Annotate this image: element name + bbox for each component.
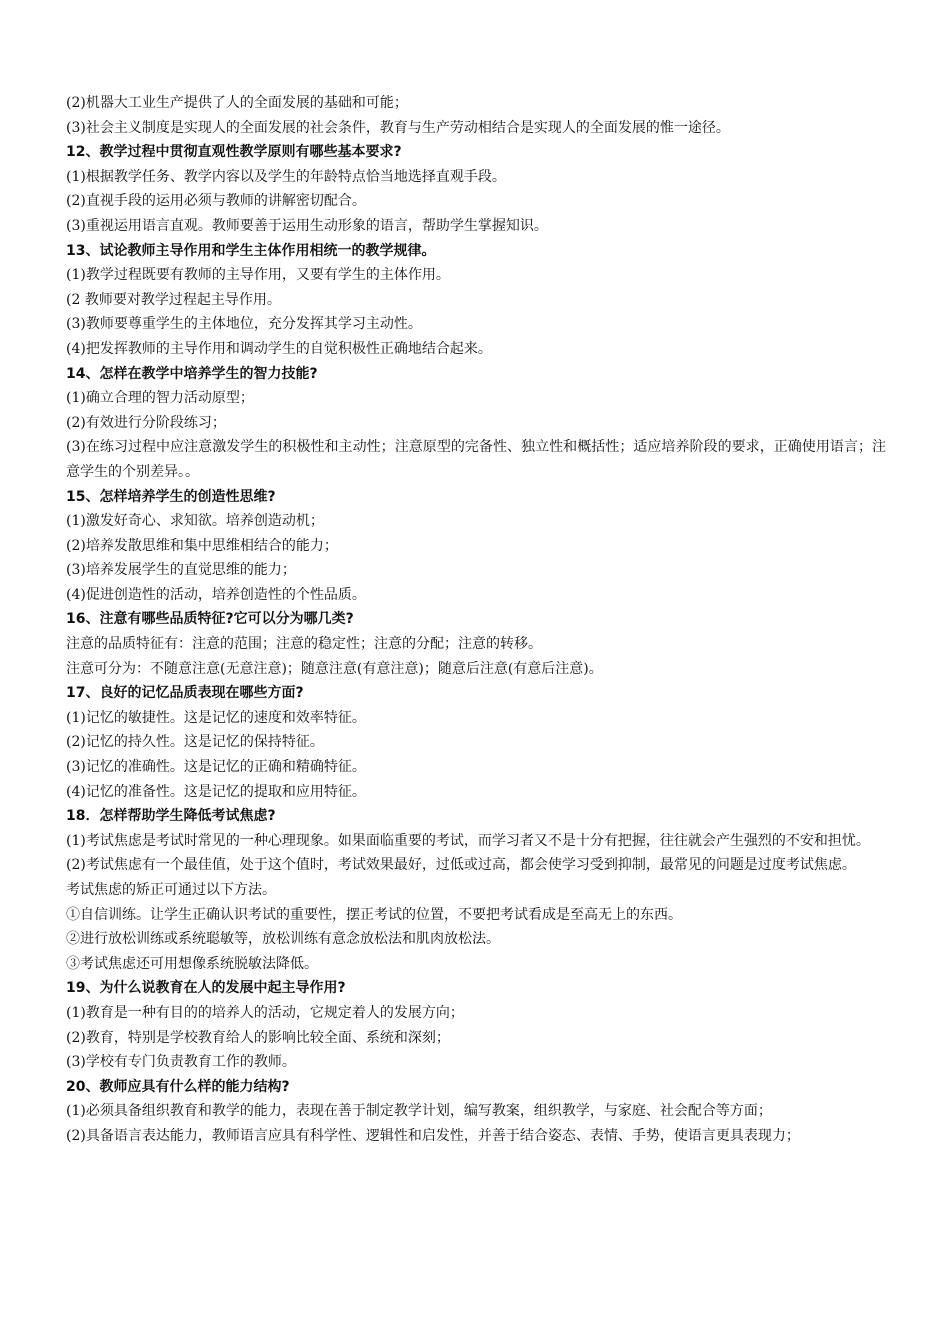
- answer-line: (3)培养发展学生的直觉思维的能力；: [66, 562, 296, 579]
- question-heading: 20、教师应具有什么样的能力结构?: [66, 1078, 290, 1095]
- question-heading: 12、教学过程中贯彻直观性教学原则有哪些基本要求?: [66, 144, 402, 161]
- answer-line: (1)根据教学任务、教学内容以及学生的年龄特点恰当地选择直观手段。: [66, 168, 506, 185]
- question-heading: 19、为什么说教育在人的发展中起主导作用?: [66, 980, 346, 997]
- answer-line: (4)把发挥教师的主导作用和调动学生的自觉积极性正确地结合起来。: [66, 340, 492, 357]
- answer-line: (4)促进创造性的活动，培养创造性的个性品质。: [66, 586, 366, 603]
- answer-line: (1)记忆的敏捷性。这是记忆的速度和效率特征。: [66, 709, 366, 726]
- answer-line: (2)有效进行分阶段练习；: [66, 414, 226, 431]
- answer-line: (3)学校有专门负责教育工作的教师。: [66, 1054, 296, 1071]
- question-heading: 17、良好的记忆品质表现在哪些方面?: [66, 685, 304, 702]
- answer-line: (2)机器大工业生产提供了人的全面发展的基础和可能；: [66, 95, 408, 111]
- answer-line: (1)教育是一种有目的的培养人的活动，它规定着人的发展方向；: [66, 1004, 464, 1021]
- answer-line: (2)教育，特别是学校教育给人的影响比较全面、系统和深刻；: [66, 1029, 450, 1046]
- answer-line: 注意可分为：不随意注意(无意注意)；随意注意(有意注意)；随意后注意(有意后注意)。: [66, 660, 603, 677]
- answer-line: (3)记忆的准确性。这是记忆的正确和精确特征。: [66, 759, 366, 776]
- answer-line: (4)记忆的准备性。这是记忆的提取和应用特征。: [66, 783, 366, 800]
- answer-line: (2)记忆的持久性。这是记忆的保持特征。: [66, 734, 324, 751]
- answer-line: 考试焦虑的矫正可通过以下方法。: [66, 882, 276, 898]
- answer-line: ①自信训练。让学生正确认识考试的重要性，摆正考试的位置，不要把考试看成是至高无上的东西。: [66, 906, 682, 923]
- answer-line: (1)确立合理的智力活动原型；: [66, 390, 254, 407]
- answer-line: 注意的品质特征有：注意的范围；注意的稳定性；注意的分配；注意的转移。: [66, 636, 542, 653]
- answer-line: (2)考试焦虑有一个最佳值，处于这个值时，考试效果最好，过低或过高，都会使学习受到抑制，最常见的问题是过度考试焦虑。: [66, 857, 856, 874]
- question-heading: 15、怎样培养学生的创造性思维?: [66, 488, 276, 505]
- answer-line: (3)重视运用语言直观。教师要善于运用生动形象的语言，帮助学生掌握知识。: [66, 217, 548, 234]
- answer-line: (2)具备语言表达能力，教师语言应具有科学性、逻辑性和启发性，并善于结合姿态、表情、手势，使语言更具表现力；: [66, 1127, 800, 1144]
- document-page: [66, 91, 886, 1149]
- answer-line: (1)必须具备组织教育和教学的能力，表现在善于制定教学计划，编写教案，组织教学，与家庭、社会配合等方面；: [66, 1103, 772, 1120]
- answer-line: (1)教学过程既要有教师的主导作用，又要有学生的主体作用。: [66, 267, 450, 284]
- answer-line: (3)在练习过程中应注意激发学生的积极性和主动性；注意原型的完备性、独立性和概括性；适应培养阶段的要求，正确使用语言；注意学生的个别差异。。: [66, 439, 886, 480]
- answer-line: (1)激发好奇心、求知欲。培养创造动机；: [66, 513, 324, 530]
- answer-line: ②进行放松训练或系统聪敏等，放松训练有意念放松法和肌肉放松法。: [66, 931, 500, 948]
- question-heading: 18．怎样帮助学生降低考试焦虑?: [66, 808, 276, 825]
- question-heading: 13、试论教师主导作用和学生主体作用相统一的教学规律。: [66, 242, 436, 259]
- answer-line: (2)直视手段的运用必须与教师的讲解密切配合。: [66, 193, 366, 210]
- answer-line: ③考试焦虑还可用想像系统脱敏法降低。: [66, 955, 318, 972]
- answer-line: (1)考试焦虑是考试时常见的一种心理现象。如果面临重要的考试，而学习者又不是十分有把握，往往就会产生强烈的不安和担忧。: [66, 832, 870, 849]
- question-heading: 16、注意有哪些品质特征?它可以分为哪几类?: [66, 611, 354, 628]
- question-heading: 14、怎样在教学中培养学生的智力技能?: [66, 365, 318, 382]
- answer-line: (2)培养发散思维和集中思维相结合的能力；: [66, 537, 338, 554]
- answer-line: (3)教师要尊重学生的主体地位，充分发挥其学习主动性。: [66, 316, 422, 333]
- answer-line: (2 教师要对教学过程起主导作用。: [66, 291, 281, 308]
- answer-line: (3)社会主义制度是实现人的全面发展的社会条件，教育与生产劳动相结合是实现人的全面发展的惟一途径。: [66, 119, 730, 136]
